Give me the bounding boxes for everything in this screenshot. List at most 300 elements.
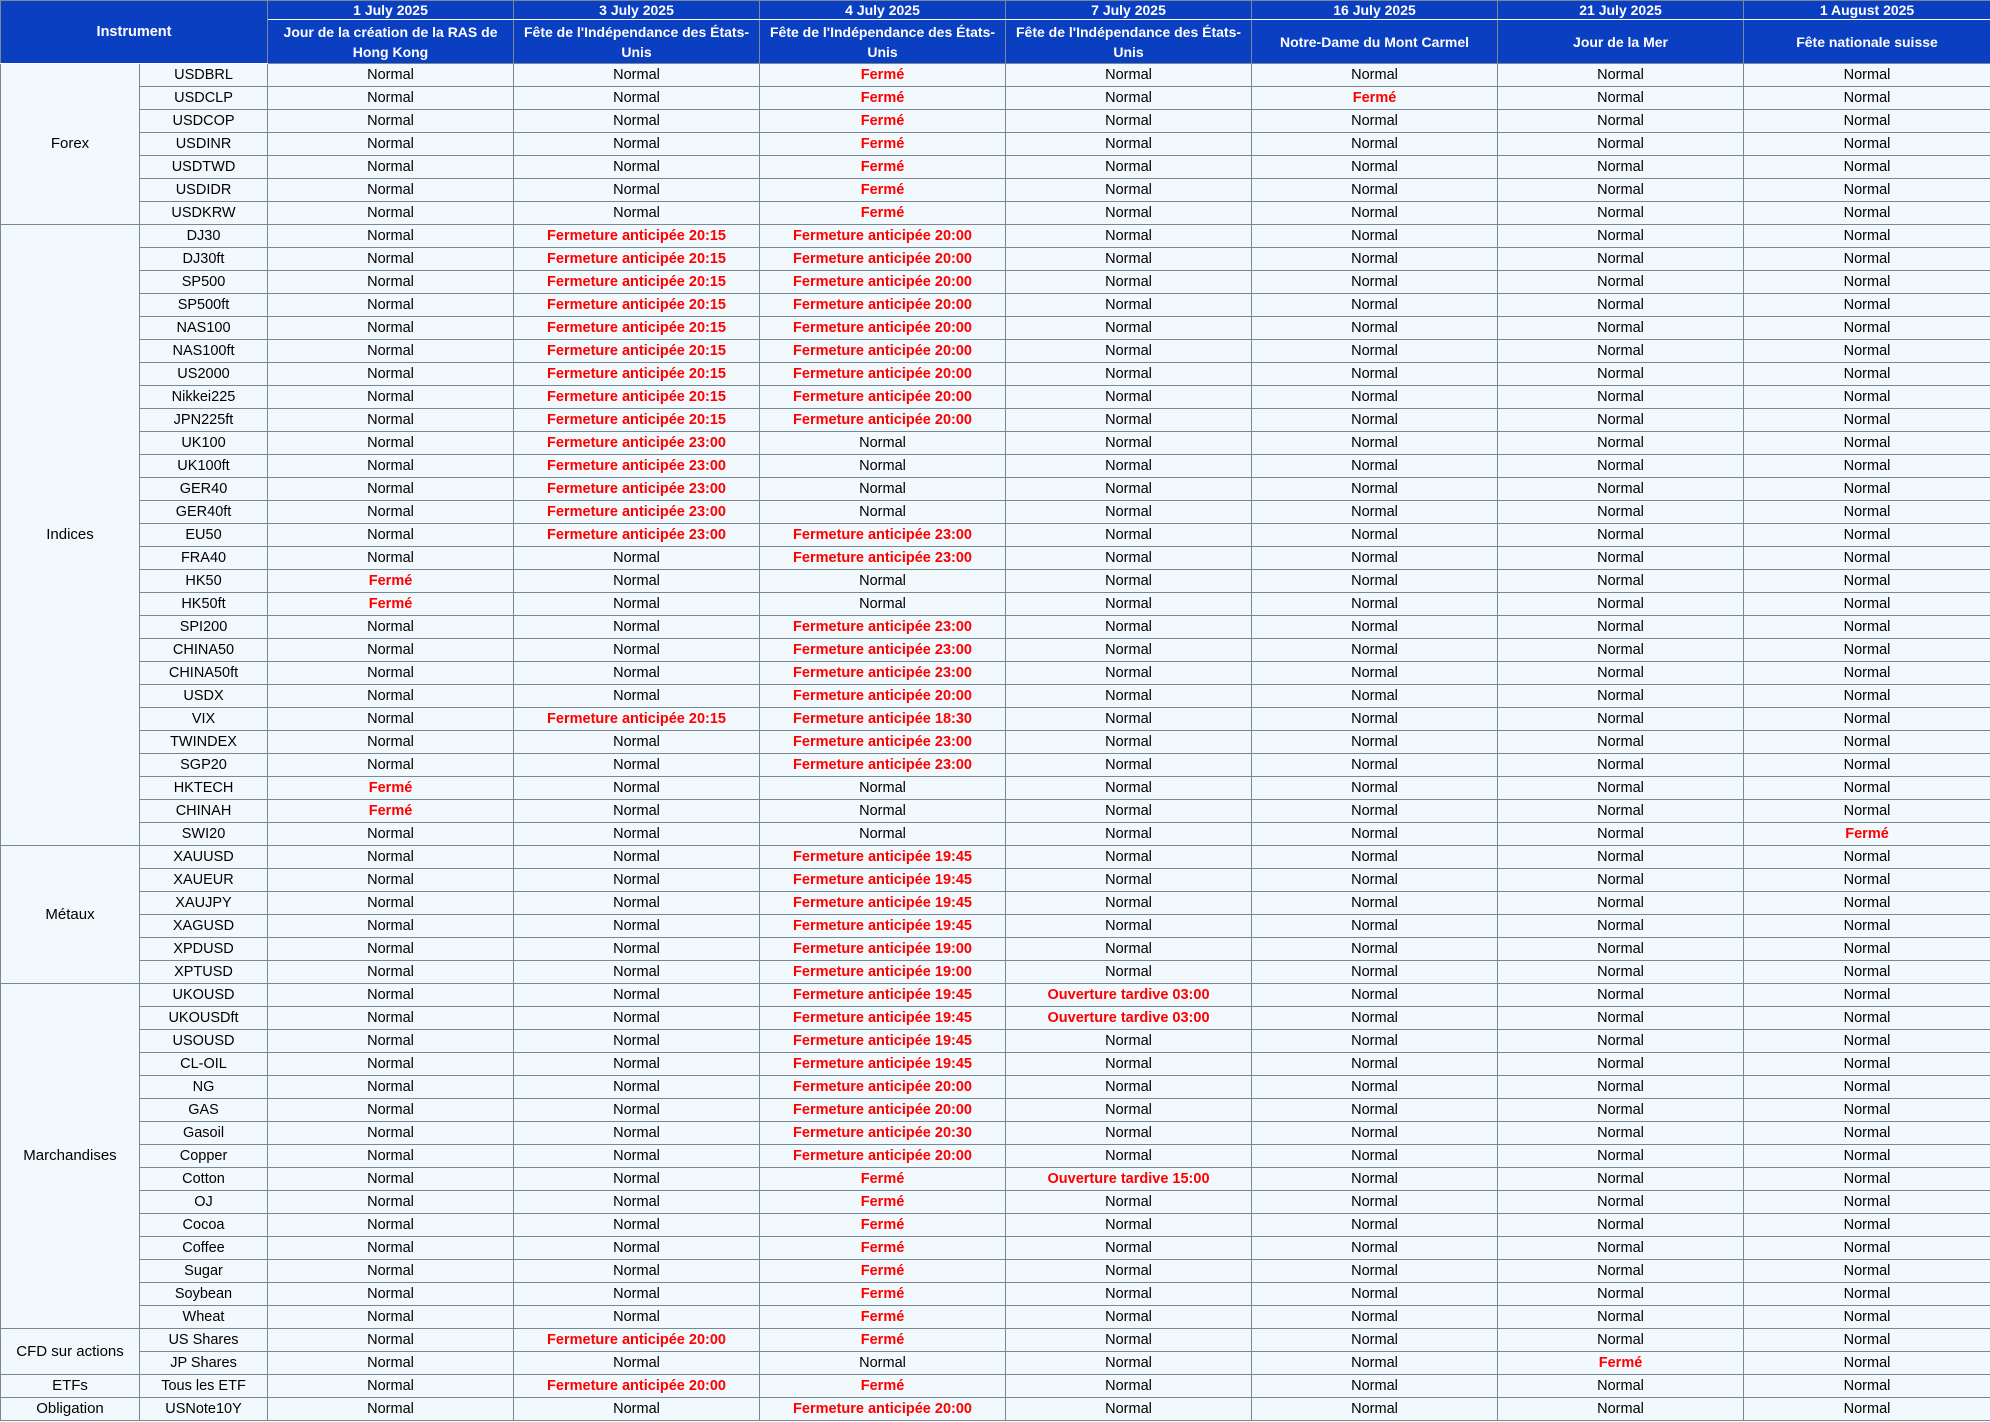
status-cell: Normal [1498,432,1744,455]
status-cell: Normal [1006,616,1252,639]
status-cell: Normal [1252,1375,1498,1398]
status-cell: Normal [514,1122,760,1145]
table-row [1,616,1990,639]
status-cell: Fermeture anticipée 20:30 [760,1122,1006,1145]
instrument-cell: USDCOP [140,110,268,133]
status-cell: Fermeture anticipée 19:45 [760,869,1006,892]
status-cell: Normal [1006,179,1252,202]
status-cell: Normal [1498,800,1744,823]
status-cell: Normal [1252,1145,1498,1168]
status-cell: Normal [1006,662,1252,685]
status-cell: Normal [1744,984,1990,1007]
table-row [1,547,1990,570]
status-cell: Normal [268,1007,514,1030]
status-cell: Fermeture anticipée 20:15 [514,708,760,731]
status-cell: Normal [1252,294,1498,317]
status-cell: Normal [1498,1398,1744,1421]
status-cell: Normal [268,1375,514,1398]
status-cell: Normal [1006,869,1252,892]
status-cell: Normal [1744,455,1990,478]
status-cell: Normal [514,570,760,593]
table-row [1,271,1990,294]
instrument-cell: GAS [140,1099,268,1122]
status-cell: Normal [1252,1168,1498,1191]
table-row [1,294,1990,317]
status-cell: Normal [1252,409,1498,432]
status-cell: Normal [1744,754,1990,777]
date-header: 16 July 2025 [1252,1,1498,20]
status-cell: Fermeture anticipée 20:00 [760,294,1006,317]
status-cell: Normal [514,869,760,892]
table-row [1,225,1990,248]
instrument-cell: CHINA50ft [140,662,268,685]
instrument-cell: USDBRL [140,64,268,87]
status-cell: Normal [1744,1283,1990,1306]
status-cell: Fermeture anticipée 19:45 [760,1030,1006,1053]
status-cell: Fermé [268,777,514,800]
status-cell: Normal [1006,340,1252,363]
status-cell: Normal [514,1306,760,1329]
status-cell: Normal [268,156,514,179]
status-cell: Normal [1252,478,1498,501]
instrument-cell: DJ30ft [140,248,268,271]
status-cell: Normal [268,1352,514,1375]
status-cell: Normal [1006,1145,1252,1168]
status-cell: Normal [1498,731,1744,754]
status-cell: Normal [514,1099,760,1122]
status-cell: Fermé [760,1329,1006,1352]
status-cell: Normal [1744,708,1990,731]
category-cell: Forex [1,64,140,225]
status-cell: Normal [1498,179,1744,202]
status-cell: Normal [268,1099,514,1122]
table-row [1,317,1990,340]
status-cell: Normal [1498,892,1744,915]
status-cell: Normal [1498,1099,1744,1122]
status-cell: Normal [1498,64,1744,87]
status-cell: Normal [514,64,760,87]
status-cell: Normal [1498,1030,1744,1053]
status-cell: Fermeture anticipée 23:00 [760,547,1006,570]
status-cell: Normal [1498,639,1744,662]
status-cell: Normal [268,639,514,662]
instrument-cell: USNote10Y [140,1398,268,1421]
table-row [1,731,1990,754]
status-cell: Normal [1006,1260,1252,1283]
status-cell: Fermeture anticipée 19:00 [760,961,1006,984]
table-row [1,1306,1990,1329]
status-cell: Normal [1006,1306,1252,1329]
category-cell: ETFs [1,1375,140,1398]
table-row [1,1099,1990,1122]
status-cell: Normal [1744,639,1990,662]
status-cell: Fermeture anticipée 19:45 [760,984,1006,1007]
status-cell: Normal [514,754,760,777]
status-cell: Normal [514,1237,760,1260]
status-cell: Normal [1498,823,1744,846]
status-cell: Fermeture anticipée 23:00 [760,616,1006,639]
status-cell: Normal [1744,1398,1990,1421]
holiday-name-header: Notre-Dame du Mont Carmel [1252,20,1498,64]
instrument-cell: DJ30 [140,225,268,248]
instrument-cell: Soybean [140,1283,268,1306]
status-cell: Normal [1744,1099,1990,1122]
status-cell: Normal [1006,892,1252,915]
category-cell: Métaux [1,846,140,984]
instrument-cell: HKTECH [140,777,268,800]
table-row [1,455,1990,478]
status-cell: Normal [268,64,514,87]
table-row [1,685,1990,708]
status-cell: Normal [1744,386,1990,409]
status-cell: Fermeture anticipée 23:00 [760,754,1006,777]
instrument-cell: Tous les ETF [140,1375,268,1398]
status-cell: Normal [514,823,760,846]
status-cell: Fermeture anticipée 20:00 [760,409,1006,432]
holiday-name-header: Jour de la création de la RAS de Hong Kong [268,20,514,64]
status-cell: Normal [1252,340,1498,363]
status-cell: Normal [514,731,760,754]
table-row [1,984,1990,1007]
status-cell: Fermeture anticipée 19:45 [760,846,1006,869]
status-cell: Normal [1744,1214,1990,1237]
table-row [1,708,1990,731]
holiday-name-header: Fête nationale suisse [1744,20,1990,64]
status-cell: Normal [1498,271,1744,294]
status-cell: Normal [1498,570,1744,593]
status-cell: Normal [268,869,514,892]
table-row [1,754,1990,777]
table-row [1,800,1990,823]
category-cell: Obligation [1,1398,140,1421]
status-cell: Normal [760,501,1006,524]
status-cell: Normal [1006,1076,1252,1099]
date-header: 1 August 2025 [1744,1,1990,20]
status-cell: Fermeture anticipée 20:00 [760,1076,1006,1099]
status-cell: Normal [1744,547,1990,570]
status-cell: Normal [268,432,514,455]
status-cell: Normal [1498,1260,1744,1283]
status-cell: Fermeture anticipée 20:15 [514,409,760,432]
table-row [1,1214,1990,1237]
instrument-cell: UKOUSD [140,984,268,1007]
status-cell: Fermeture anticipée 23:00 [514,524,760,547]
status-cell: Normal [1006,294,1252,317]
status-cell: Normal [1252,156,1498,179]
instrument-cell: XAUUSD [140,846,268,869]
status-cell: Normal [268,1145,514,1168]
status-cell: Normal [1006,1099,1252,1122]
table-row [1,639,1990,662]
holiday-name-header: Fête de l'Indépendance des États-Unis [514,20,760,64]
status-cell: Normal [760,593,1006,616]
instrument-cell: USDCLP [140,87,268,110]
status-cell: Normal [268,110,514,133]
table-row [1,87,1990,110]
table-row [1,340,1990,363]
table-row [1,501,1990,524]
instrument-cell: USDKRW [140,202,268,225]
status-cell: Normal [514,1168,760,1191]
date-header: 21 July 2025 [1498,1,1744,20]
status-cell: Normal [1006,1030,1252,1053]
status-cell: Normal [1252,616,1498,639]
status-cell: Normal [1006,708,1252,731]
status-cell: Fermé [268,593,514,616]
status-cell: Normal [268,524,514,547]
status-cell: Normal [514,1191,760,1214]
status-cell: Normal [1498,1306,1744,1329]
status-cell: Fermeture anticipée 19:45 [760,915,1006,938]
status-cell: Normal [1498,202,1744,225]
status-cell: Normal [514,1007,760,1030]
status-cell: Normal [268,1191,514,1214]
status-cell: Normal [1006,1283,1252,1306]
instrument-cell: SWI20 [140,823,268,846]
status-cell: Normal [1006,938,1252,961]
status-cell: Normal [1498,1122,1744,1145]
date-header: 7 July 2025 [1006,1,1252,20]
status-cell: Normal [1252,1306,1498,1329]
status-cell: Fermeture anticipée 23:00 [760,731,1006,754]
status-cell: Normal [1498,501,1744,524]
status-cell: Fermeture anticipée 23:00 [760,662,1006,685]
status-cell: Normal [1006,639,1252,662]
status-cell: Normal [1006,754,1252,777]
table-row [1,593,1990,616]
status-cell: Normal [1252,1237,1498,1260]
instrument-cell: NG [140,1076,268,1099]
status-cell: Normal [1252,731,1498,754]
table-row [1,363,1990,386]
status-cell: Normal [268,547,514,570]
status-cell: Normal [1744,202,1990,225]
status-cell: Fermeture anticipée 20:00 [760,386,1006,409]
status-cell: Normal [1252,593,1498,616]
status-cell: Fermeture anticipée 19:45 [760,892,1006,915]
instrument-cell: JPN225ft [140,409,268,432]
status-cell: Normal [1006,915,1252,938]
status-cell: Normal [268,1053,514,1076]
status-cell: Normal [1498,1329,1744,1352]
status-cell: Normal [1744,915,1990,938]
status-cell: Fermé [760,1191,1006,1214]
status-cell: Fermeture anticipée 20:00 [760,248,1006,271]
status-cell: Normal [1498,1375,1744,1398]
status-cell: Normal [1006,1122,1252,1145]
status-cell: Fermé [268,570,514,593]
status-cell: Normal [1498,87,1744,110]
table-row [1,1168,1990,1191]
status-cell: Normal [514,1260,760,1283]
status-cell: Normal [514,662,760,685]
table-row [1,846,1990,869]
status-cell: Fermeture anticipée 20:15 [514,363,760,386]
status-cell: Normal [1498,156,1744,179]
status-cell: Normal [1006,386,1252,409]
status-cell: Normal [1744,225,1990,248]
status-cell: Normal [1006,455,1252,478]
instrument-cell: XAGUSD [140,915,268,938]
status-cell: Fermeture anticipée 18:30 [760,708,1006,731]
status-cell: Fermeture anticipée 23:00 [760,524,1006,547]
instrument-cell: Sugar [140,1260,268,1283]
status-cell: Normal [1498,547,1744,570]
instrument-cell: XPDUSD [140,938,268,961]
status-cell: Fermé [268,800,514,823]
status-cell: Fermeture anticipée 23:00 [514,501,760,524]
table-row [1,110,1990,133]
instrument-cell: XAUEUR [140,869,268,892]
status-cell: Normal [1744,1053,1990,1076]
status-cell: Fermé [760,1214,1006,1237]
instrument-cell: Nikkei225 [140,386,268,409]
status-cell: Normal [268,823,514,846]
status-cell: Normal [1006,570,1252,593]
status-cell: Normal [1744,478,1990,501]
status-cell: Normal [268,1283,514,1306]
table-row [1,1122,1990,1145]
status-cell: Fermeture anticipée 20:00 [760,685,1006,708]
status-cell: Normal [1006,271,1252,294]
status-cell: Normal [268,317,514,340]
instrument-cell: JP Shares [140,1352,268,1375]
table-row [1,1145,1990,1168]
status-cell: Normal [1252,501,1498,524]
status-cell: Normal [514,1214,760,1237]
holiday-name-header: Fête de l'Indépendance des États-Unis [1006,20,1252,64]
instrument-cell: XPTUSD [140,961,268,984]
status-cell: Normal [1744,1030,1990,1053]
status-cell: Normal [268,1076,514,1099]
status-cell: Normal [1252,110,1498,133]
status-cell: Normal [514,1352,760,1375]
status-cell: Normal [1006,1398,1252,1421]
status-cell: Normal [514,685,760,708]
status-cell: Normal [1744,892,1990,915]
status-cell: Normal [514,984,760,1007]
status-cell: Normal [760,570,1006,593]
instrument-cell: SGP20 [140,754,268,777]
table-row [1,1283,1990,1306]
status-cell: Normal [514,1283,760,1306]
category-cell: Indices [1,225,140,846]
table-row [1,1398,1990,1421]
status-cell: Normal [1744,340,1990,363]
status-cell: Normal [1252,892,1498,915]
table-row [1,386,1990,409]
status-cell: Fermeture anticipée 20:00 [760,271,1006,294]
table-row [1,478,1990,501]
status-cell: Fermé [760,64,1006,87]
status-cell: Normal [514,593,760,616]
status-cell: Normal [1744,685,1990,708]
instrument-cell: VIX [140,708,268,731]
instrument-cell: GER40ft [140,501,268,524]
status-cell: Normal [1498,409,1744,432]
status-cell: Normal [1006,363,1252,386]
status-cell: Fermeture anticipée 19:45 [760,1007,1006,1030]
status-cell: Normal [514,1076,760,1099]
status-cell: Fermeture anticipée 20:15 [514,386,760,409]
status-cell: Normal [1252,1260,1498,1283]
status-cell: Normal [268,1260,514,1283]
status-cell: Normal [1252,754,1498,777]
status-cell: Normal [1252,133,1498,156]
status-cell: Normal [1006,593,1252,616]
table-row [1,1352,1990,1375]
status-cell: Normal [1252,639,1498,662]
table-row [1,1329,1990,1352]
status-cell: Fermeture anticipée 20:00 [760,317,1006,340]
status-cell: Normal [268,1237,514,1260]
status-cell: Normal [1744,777,1990,800]
status-cell: Fermé [760,110,1006,133]
status-cell: Normal [1252,1352,1498,1375]
status-cell: Fermeture anticipée 20:15 [514,248,760,271]
status-cell: Fermeture anticipée 20:00 [760,1099,1006,1122]
status-cell: Normal [1498,685,1744,708]
instrument-cell: EU50 [140,524,268,547]
status-cell: Normal [1006,547,1252,570]
instrument-header: Instrument [1,1,268,64]
table-row [1,432,1990,455]
status-cell: Normal [1252,1122,1498,1145]
status-cell: Normal [1744,1122,1990,1145]
status-cell: Normal [1252,455,1498,478]
table-row [1,1053,1990,1076]
status-cell: Normal [268,225,514,248]
instrument-cell: USOUSD [140,1030,268,1053]
status-cell: Normal [1744,179,1990,202]
status-cell: Normal [268,938,514,961]
status-cell: Normal [514,892,760,915]
status-cell: Normal [1744,271,1990,294]
status-cell: Normal [1252,915,1498,938]
status-cell: Normal [1744,432,1990,455]
table-row [1,570,1990,593]
status-cell: Normal [1498,225,1744,248]
status-cell: Normal [1744,133,1990,156]
status-cell: Normal [1498,455,1744,478]
status-cell: Normal [514,202,760,225]
status-cell: Fermeture anticipée 20:15 [514,271,760,294]
instrument-cell: HK50ft [140,593,268,616]
status-cell: Normal [1744,317,1990,340]
status-cell: Fermé [760,179,1006,202]
status-cell: Normal [514,1053,760,1076]
status-cell: Normal [1252,363,1498,386]
status-cell: Fermé [760,1283,1006,1306]
status-cell: Normal [268,271,514,294]
status-cell: Normal [268,478,514,501]
status-cell: Normal [1498,133,1744,156]
status-cell: Fermé [760,156,1006,179]
status-cell: Normal [1498,593,1744,616]
status-cell: Normal [268,662,514,685]
status-cell: Normal [1744,1168,1990,1191]
status-cell: Normal [1252,570,1498,593]
status-cell: Normal [1006,478,1252,501]
status-cell: Fermeture anticipée 20:00 [760,340,1006,363]
status-cell: Normal [760,823,1006,846]
status-cell: Normal [268,961,514,984]
instrument-cell: USDINR [140,133,268,156]
status-cell: Ouverture tardive 03:00 [1006,1007,1252,1030]
status-cell: Normal [268,1398,514,1421]
instrument-cell: Cotton [140,1168,268,1191]
status-cell: Normal [268,1122,514,1145]
